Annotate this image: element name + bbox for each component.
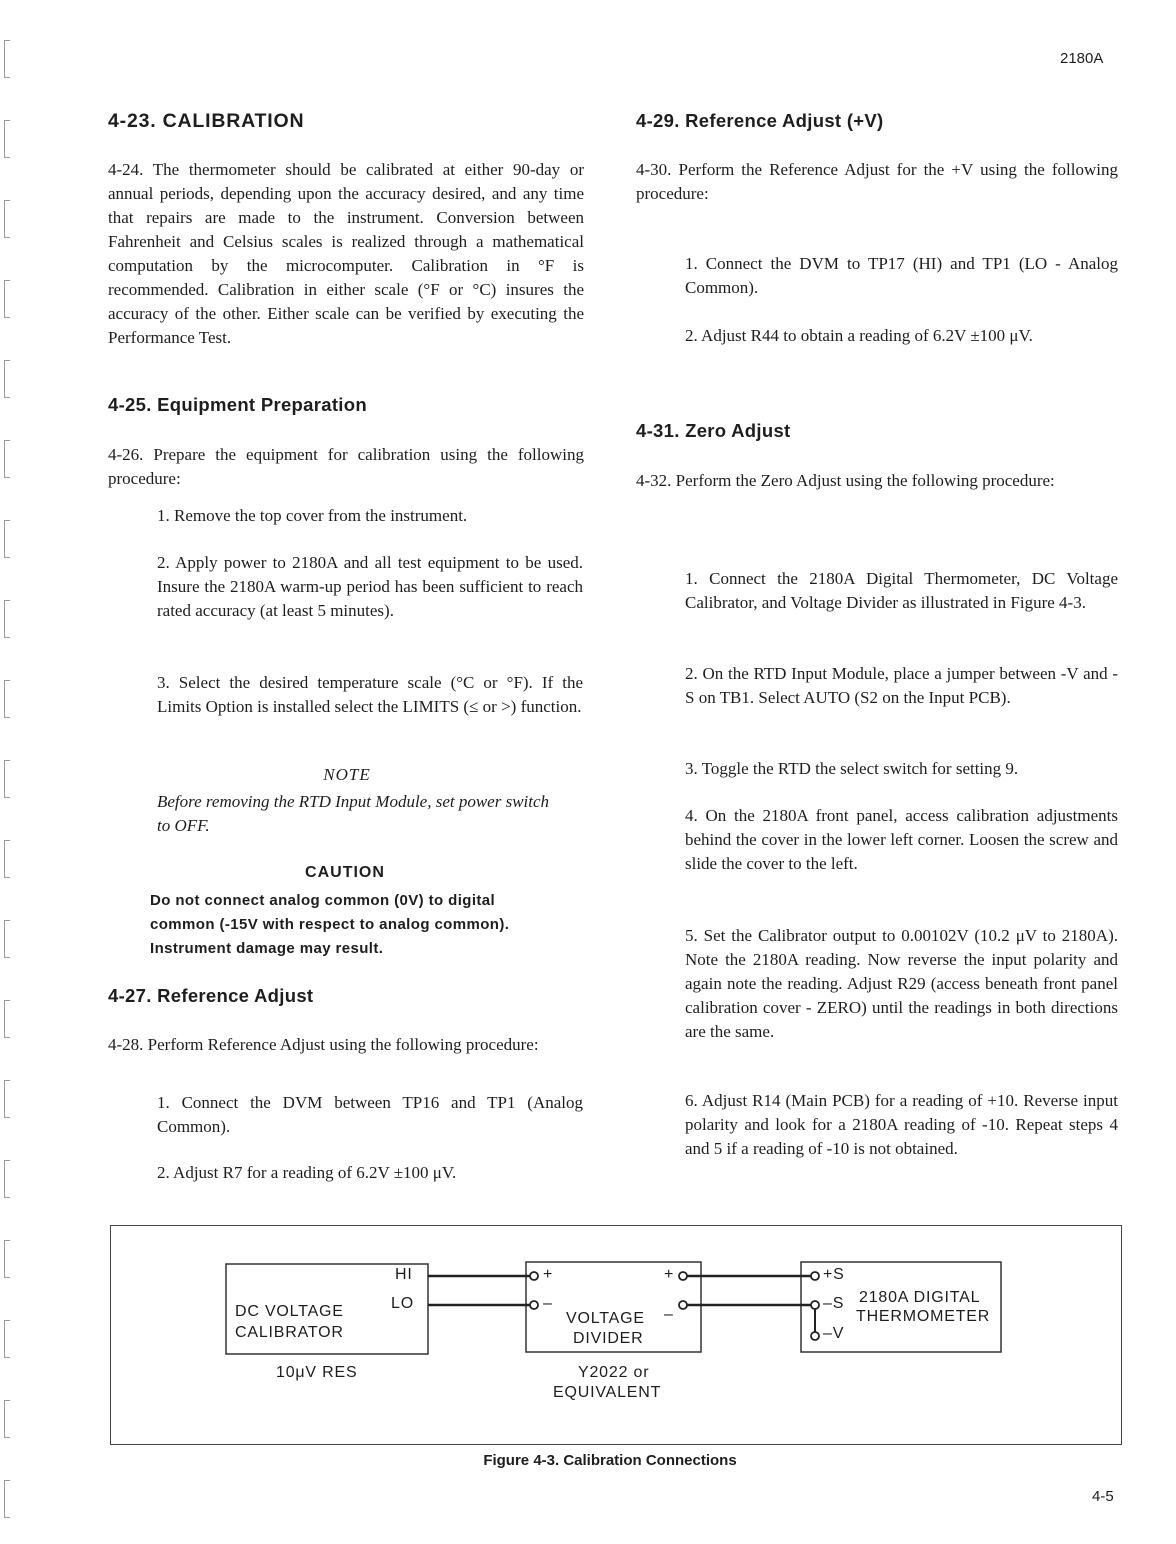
margin-mark (4, 1160, 10, 1198)
divider-out-minus-label: – (664, 1306, 674, 1323)
margin-mark (4, 440, 10, 478)
divider-out-plus-label: + (664, 1266, 675, 1283)
zero-step-2: 2. On the RTD Input Module, place a jumper between -V and -S on TB1. Select AUTO (S2 on the Input PCB). (685, 664, 1118, 707)
thermometer-plus-s-terminal (811, 1272, 819, 1280)
divider-name-line2: DIVIDER (573, 1330, 644, 1347)
zero-step-4: 4. On the 2180A front panel, access calibration adjustments behind the cover in the lower left corner. Loosen the screw and slide the cover to the left. (685, 806, 1118, 873)
caution-title: CAUTION (305, 864, 385, 881)
calibrator-name-line1: DC VOLTAGE (235, 1303, 344, 1320)
margin-mark (4, 1080, 10, 1118)
thermometer-plus-s-label: +S (823, 1266, 845, 1283)
calibrator-hi-label: HI (395, 1266, 413, 1283)
zero-step-6: 6. Adjust R14 (Main PCB) for a reading of +10. Reverse input polarity and look for a 2180A reading of -10. Repeat steps 4 and 5 if a reading of -10 is not obtained. (685, 1091, 1118, 1158)
margin-mark (4, 1480, 10, 1518)
reference-v-step-2: 2. Adjust R44 to obtain a reading of 6.2V ±100 μV. (685, 326, 1033, 345)
thermometer-minus-s-terminal (811, 1301, 819, 1309)
section-heading-reference-adjust: 4-27. Reference Adjust (108, 985, 314, 1006)
thermometer-name-line1: 2180A DIGITAL (859, 1289, 981, 1306)
equipment-step-2: 2. Apply power to 2180A and all test equipment to be used. Insure the 2180A warm-up period has been sufficient to reach rated accuracy (at least 5 minutes). (157, 553, 583, 620)
figure-caption: Figure 4-3. Calibration Connections (483, 1452, 737, 1469)
margin-mark (4, 520, 10, 558)
thermometer-minus-v-label: –V (823, 1325, 845, 1342)
equipment-step-3: 3. Select the desired temperature scale (°C or °F). If the Limits Option is installed select the LIMITS (≤ or >) function. (157, 673, 583, 716)
margin-mark (4, 1400, 10, 1438)
zero-step-3: 3. Toggle the RTD the select switch for setting 9. (685, 759, 1019, 778)
section-heading-reference-adjust-v: 4-29. Reference Adjust (+V) (636, 110, 884, 131)
margin-mark (4, 760, 10, 798)
zero-step-1: 1. Connect the 2180A Digital Thermometer, DC Voltage Calibrator, and Voltage Divider as illustrated in Figure 4-3. (685, 569, 1118, 612)
margin-mark (4, 120, 10, 158)
reference-step-2: 2. Adjust R7 for a reading of 6.2V ±100 μV. (157, 1163, 457, 1182)
equipment-prep-paragraph: 4-26. Prepare the equipment for calibration using the following procedure: (108, 445, 584, 488)
note-title: NOTE (323, 765, 371, 784)
calibration-paragraph: 4-24. The thermometer should be calibrated at either 90-day or annual periods, depending upon the accuracy desired, and any time that repairs are made to the instrument. Conversion between Fahrenheit and Celsius scales is realized through a mathematical computation by the microcomputer. Calibration in °F is recommended. Calibration in either scale (°F or °C) insures the accuracy of the other. Either scale can be verified by executing the Performance Test. (108, 160, 584, 347)
reference-step-1: 1. Connect the DVM between TP16 and TP1 (Analog Common). (157, 1093, 583, 1136)
divider-name-line1: VOLTAGE (566, 1310, 645, 1327)
margin-mark (4, 600, 10, 638)
margin-mark (4, 200, 10, 238)
margin-mark (4, 680, 10, 718)
divider-out-minus-terminal (679, 1301, 687, 1309)
margin-mark (4, 40, 10, 78)
margin-mark (4, 920, 10, 958)
equipment-step-1: 1. Remove the top cover from the instrument. (157, 506, 468, 525)
calibrator-resolution: 10μV RES (276, 1364, 358, 1381)
thermometer-minus-v-terminal (811, 1332, 819, 1340)
calibrator-name-line2: CALIBRATOR (235, 1324, 344, 1341)
section-heading-zero-adjust: 4-31. Zero Adjust (636, 420, 791, 441)
section-heading-equipment-prep: 4-25. Equipment Preparation (108, 394, 367, 415)
thermometer-minus-s-label: –S (823, 1295, 845, 1312)
divider-in-plus-terminal (530, 1272, 538, 1280)
divider-out-plus-terminal (679, 1272, 687, 1280)
section-heading-calibration: 4-23. CALIBRATION (108, 110, 305, 132)
margin-mark (4, 1240, 10, 1278)
calibrator-lo-label: LO (391, 1295, 414, 1312)
divider-model: Y2022 or (578, 1364, 650, 1381)
margin-mark (4, 840, 10, 878)
model-number: 2180A (1060, 50, 1104, 67)
zero-step-5: 5. Set the Calibrator output to 0.00102V (10.2 μV to 2180A). Note the 2180A reading. Now reverse the input polarity and again note the reading. Adjust R29 (access beneath front panel calibration cover - ZERO) until the readings in both directions are the same. (685, 926, 1118, 1041)
page-number: 4-5 (1092, 1488, 1114, 1505)
divider-in-minus-label: – (543, 1295, 553, 1312)
zero-adjust-paragraph: 4-32. Perform the Zero Adjust using the following procedure: (636, 471, 1055, 490)
margin-mark (4, 360, 10, 398)
thermometer-name-line2: THERMOMETER (856, 1308, 991, 1325)
reference-adjust-paragraph: 4-28. Perform Reference Adjust using the following procedure: (108, 1035, 539, 1054)
note-text: Before removing the RTD Input Module, set power switch to OFF. (157, 792, 550, 835)
caution-text: Do not connect analog common (0V) to digital common (-15V with respect to analog common). Instrument damage may result. (150, 892, 510, 957)
figure-calibration-connections (110, 1225, 1122, 1445)
margin-mark (4, 1320, 10, 1358)
divider-in-plus-label: + (543, 1266, 554, 1283)
margin-mark (4, 1000, 10, 1038)
margin-mark (4, 280, 10, 318)
reference-v-step-1: 1. Connect the DVM to TP17 (HI) and TP1 (LO - Analog Common). (685, 254, 1118, 297)
divider-equivalent: EQUIVALENT (553, 1384, 662, 1401)
divider-in-minus-terminal (530, 1301, 538, 1309)
reference-adjust-v-paragraph: 4-30. Perform the Reference Adjust for the +V using the following procedure: (636, 160, 1118, 203)
